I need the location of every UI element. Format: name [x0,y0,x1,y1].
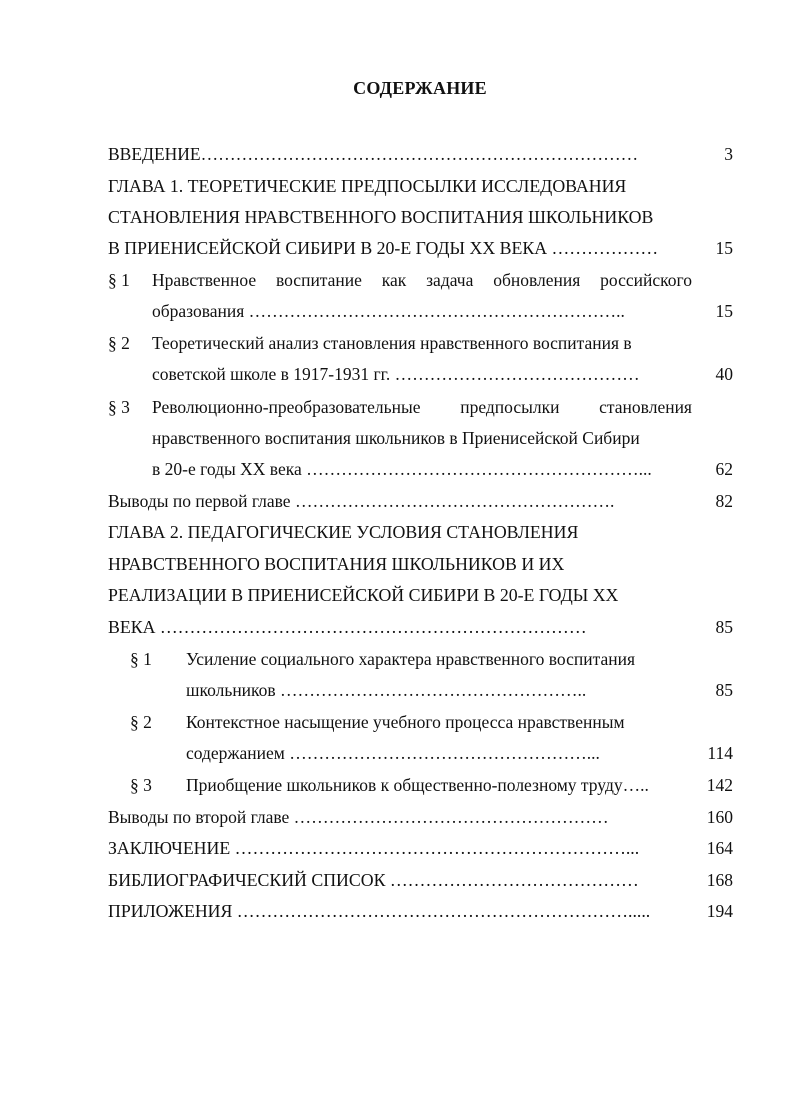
toc-section-2-3-line-1: Приобщение школьников к общественно-полезному труду….. [186,775,649,795]
toc-chapter-2-line-1: ГЛАВА 2. ПЕДАГОГИЧЕСКИЕ УСЛОВИЯ СТАНОВЛЕНИЯ [108,522,579,542]
toc-section-1-2-line-2: советской школе в 1917-1931 гг. …………………………………… [152,364,640,384]
toc-entry-conclusions-1: Выводы по первой главе ………………………………………………. [108,491,615,511]
toc-section-2-2-line-1: Контекстное насыщение учебного процесса нравственным [186,712,625,732]
toc-section-1-2-line-1: Теоретический анализ становления нравственного воспитания в [152,333,632,353]
toc-chapter-1-line-3: В ПРИЕНИСЕЙСКОЙ СИБИРИ В 20-Е ГОДЫ XX ВЕКА ……………… [108,238,659,258]
toc-page-number: 15 [715,238,733,258]
toc-page-number: 15 [715,301,733,321]
toc-page-number: 194 [706,901,733,921]
toc-section-1-1-line-1: Нравственное воспитание как задача обновления российского [152,270,692,290]
toc-section-1-3-line-1: Революционно-преобразовательные предпосылки становления [152,397,692,417]
toc-chapter-2-line-3: РЕАЛИЗАЦИИ В ПРИЕНИСЕЙСКОЙ СИБИРИ В 20-Е ГОДЫ XX [108,585,619,605]
toc-chapter-1-line-2: СТАНОВЛЕНИЯ НРАВСТВЕННОГО ВОСПИТАНИЯ ШКОЛЬНИКОВ [108,207,654,227]
toc-section-mark: § 2 [130,712,152,732]
toc-section-2-1-line-1: Усиление социального характера нравственного воспитания [186,649,636,669]
toc-section-mark: § 1 [130,649,152,669]
toc-entry-conclusion: ЗАКЛЮЧЕНИЕ …………………………………………………………... [108,838,640,858]
toc-page-number: 85 [715,680,733,700]
toc-page-number: 142 [706,775,733,795]
toc-entry-bibliography: БИБЛИОГРАФИЧЕСКИЙ СПИСОК …………………………………… [108,870,639,890]
toc-section-2-1-line-2: школьников …………………………………………….. [186,680,587,700]
toc-entry-appendices: ПРИЛОЖЕНИЯ …………………………………………………………..... [108,901,651,921]
toc-page-number: 62 [715,459,733,479]
toc-chapter-2-line-2: НРАВСТВЕННОГО ВОСПИТАНИЯ ШКОЛЬНИКОВ И ИХ [108,554,565,574]
toc-page-number: 85 [715,617,733,637]
toc-section-2-2-line-2: содержанием ……………………………………………... [186,743,600,763]
toc-section-mark: § 1 [108,270,130,290]
toc-page-number: 3 [724,144,733,164]
toc-section-1-3-line-2: нравственного воспитания школьников в Приенисейской Сибири [152,428,640,448]
toc-page-number: 164 [706,838,733,858]
toc-page-number: 40 [715,364,733,384]
page-title: СОДЕРЖАНИЕ [353,78,487,98]
toc-entry-introduction [108,142,638,166]
toc-page-number: 160 [706,807,733,827]
toc-page-number: 82 [715,491,733,511]
toc-section-1-3-line-3: в 20-е годы XX века …………………………………………………... [152,459,652,479]
toc-page-number: 168 [706,870,733,890]
toc-chapter-1-line-1: ГЛАВА 1. ТЕОРЕТИЧЕСКИЕ ПРЕДПОСЫЛКИ ИССЛЕДОВАНИЯ [108,176,627,196]
toc-section-mark: § 3 [108,397,130,417]
toc-entry-text: ВВЕДЕНИЕ………………………………………………………………… [108,144,639,164]
toc-entry-conclusions-2: Выводы по второй главе ……………………………………………… [108,807,609,827]
toc-section-1-1-line-2: образования ……………………………………………………….. [152,301,625,321]
toc-page-number: 114 [707,743,733,763]
toc-section-mark: § 3 [130,775,152,795]
toc-section-mark: § 2 [108,333,130,353]
toc-chapter-2-line-4: ВЕКА ……………………………………………………………… [108,617,587,637]
